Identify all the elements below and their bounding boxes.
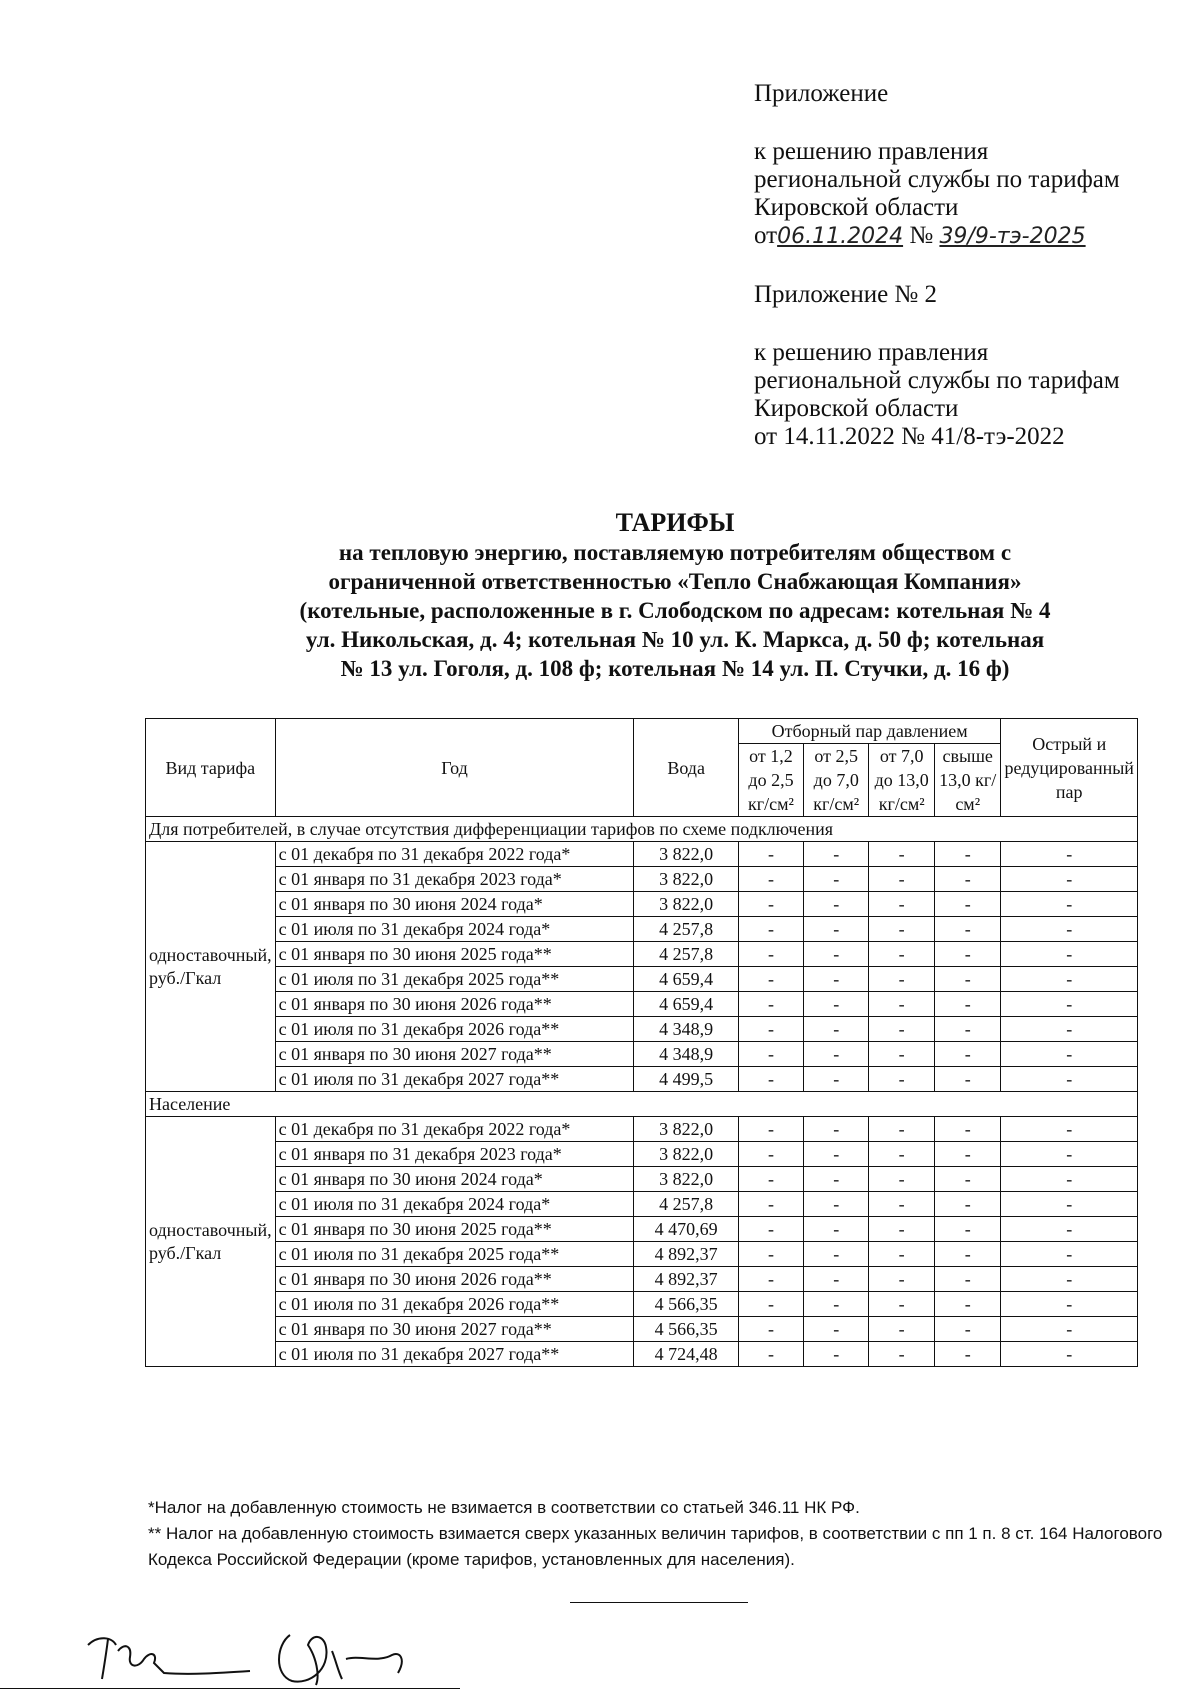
period-cell: с 01 июля по 31 декабря 2026 года** xyxy=(275,1292,634,1317)
table-row xyxy=(146,1142,1138,1167)
table-row xyxy=(146,1017,1138,1042)
steam-tariff-cell: - xyxy=(804,892,869,917)
header-year: Год xyxy=(275,719,634,817)
steam-tariff-cell: - xyxy=(1001,1242,1138,1267)
table-row xyxy=(146,917,1138,942)
water-tariff-cell: 3 822,0 xyxy=(634,892,738,917)
steam-tariff-cell: - xyxy=(934,917,1001,942)
table-row xyxy=(146,1242,1138,1267)
tariff-type-cell: одноставочный, руб./Гкал xyxy=(146,842,276,1092)
period-cell: с 01 января по 30 июня 2024 года* xyxy=(275,892,634,917)
steam-tariff-cell: - xyxy=(738,1317,803,1342)
footnote-1: *Налог на добавленную стоимость не взимается в соответствии со статьей 346.11 НК РФ. xyxy=(148,1498,860,1517)
footnote-2: ** Налог на добавленную стоимость взимается сверх указанных величин тарифов, в соответствии с пп 1 п. 8 ст. 164 Налогового Кодекса Российской Федерации (кроме тарифов, установленных для населения). xyxy=(148,1524,1163,1569)
steam-tariff-cell: - xyxy=(738,942,803,967)
table-row xyxy=(146,1292,1138,1317)
steam-tariff-cell: - xyxy=(869,842,935,867)
table-row xyxy=(146,1192,1138,1217)
steam-tariff-cell: - xyxy=(869,1342,935,1367)
table-row xyxy=(146,1267,1138,1292)
steam-tariff-cell: - xyxy=(738,1017,803,1042)
steam-tariff-cell: - xyxy=(804,917,869,942)
steam-tariff-cell: - xyxy=(804,1242,869,1267)
appendix-label: Приложение xyxy=(754,80,889,107)
section-body-2 xyxy=(146,1092,1138,1367)
header-steam-3: от 7,0 до 13,0 кг/см² xyxy=(869,744,935,817)
steam-tariff-cell: - xyxy=(869,1192,935,1217)
title-line-4: ул. Никольская, д. 4; котельная № 10 ул. К. Маркса, д. 50 ф; котельная xyxy=(305,627,1045,652)
steam-tariff-cell: - xyxy=(934,1067,1001,1092)
table-row xyxy=(146,1167,1138,1192)
steam-tariff-cell: - xyxy=(738,1142,803,1167)
steam-tariff-cell: - xyxy=(1001,1192,1138,1217)
steam-tariff-cell: - xyxy=(804,1217,869,1242)
steam-tariff-cell: - xyxy=(804,992,869,1017)
steam-tariff-cell: - xyxy=(869,992,935,1017)
header-tariff-type: Вид тарифа xyxy=(146,719,276,817)
water-tariff-cell: 4 566,35 xyxy=(634,1317,738,1342)
period-cell: с 01 июля по 31 декабря 2025 года** xyxy=(275,967,634,992)
steam-tariff-cell: - xyxy=(1001,1217,1138,1242)
from-label: от xyxy=(754,222,778,249)
steam-tariff-cell: - xyxy=(804,967,869,992)
steam-tariff-cell: - xyxy=(1001,1017,1138,1042)
water-tariff-cell: 3 822,0 xyxy=(634,867,738,892)
water-tariff-cell: 4 499,5 xyxy=(634,1067,738,1092)
steam-tariff-cell: - xyxy=(738,1267,803,1292)
steam-tariff-cell: - xyxy=(804,1067,869,1092)
steam-tariff-cell: - xyxy=(738,1067,803,1092)
table-row xyxy=(146,1067,1138,1092)
number-sign: № xyxy=(909,222,934,249)
steam-tariff-cell: - xyxy=(934,1167,1001,1192)
steam-tariff-cell: - xyxy=(804,842,869,867)
period-cell: с 01 июля по 31 декабря 2027 года** xyxy=(275,1342,634,1367)
reference-line: от 14.11.2022 № 41/8-тэ-2022 xyxy=(754,423,1065,450)
steam-tariff-cell: - xyxy=(804,1267,869,1292)
steam-tariff-cell: - xyxy=(804,942,869,967)
steam-tariff-cell: - xyxy=(869,1267,935,1292)
steam-tariff-cell: - xyxy=(934,992,1001,1017)
service-line-2: региональной службы по тарифам xyxy=(754,367,1120,394)
steam-tariff-cell: - xyxy=(738,1292,803,1317)
steam-tariff-cell: - xyxy=(934,1342,1001,1367)
steam-tariff-cell: - xyxy=(738,1117,803,1142)
title-line-5: № 13 ул. Гоголя, д. 108 ф; котельная № 14 ул. П. Стучки, д. 16 ф) xyxy=(340,656,1010,681)
table-row xyxy=(146,892,1138,917)
steam-tariff-cell: - xyxy=(934,967,1001,992)
divider-line xyxy=(570,1602,748,1603)
period-cell: с 01 января по 31 декабря 2023 года* xyxy=(275,867,634,892)
steam-tariff-cell: - xyxy=(869,1042,935,1067)
steam-tariff-cell: - xyxy=(869,1217,935,1242)
steam-tariff-cell: - xyxy=(934,1042,1001,1067)
steam-tariff-cell: - xyxy=(934,1317,1001,1342)
steam-tariff-cell: - xyxy=(934,1117,1001,1142)
steam-tariff-cell: - xyxy=(1001,867,1138,892)
appendix-2-label: Приложение № 2 xyxy=(754,281,938,308)
header-water: Вода xyxy=(634,719,738,817)
section-title-2: Население xyxy=(146,1092,1138,1117)
table-row xyxy=(146,1042,1138,1067)
steam-tariff-cell: - xyxy=(869,1242,935,1267)
table-row xyxy=(146,967,1138,992)
steam-tariff-cell: - xyxy=(869,917,935,942)
steam-tariff-cell: - xyxy=(738,1217,803,1242)
steam-tariff-cell: - xyxy=(804,1342,869,1367)
steam-tariff-cell: - xyxy=(869,1017,935,1042)
title-line-1: на тепловую энергию, поставляемую потребителям обществом с xyxy=(338,540,1012,565)
steam-tariff-cell: - xyxy=(934,1142,1001,1167)
steam-tariff-cell: - xyxy=(804,1117,869,1142)
steam-tariff-cell: - xyxy=(1001,842,1138,867)
period-cell: с 01 января по 30 июня 2024 года* xyxy=(275,1167,634,1192)
period-cell: с 01 июля по 31 декабря 2027 года** xyxy=(275,1067,634,1092)
steam-tariff-cell: - xyxy=(1001,892,1138,917)
steam-tariff-cell: - xyxy=(1001,1342,1138,1367)
steam-tariff-cell: - xyxy=(804,1192,869,1217)
steam-tariff-cell: - xyxy=(934,1192,1001,1217)
steam-tariff-cell: - xyxy=(869,967,935,992)
steam-tariff-cell: - xyxy=(738,892,803,917)
table-row xyxy=(146,1317,1138,1342)
water-tariff-cell: 4 257,8 xyxy=(634,942,738,967)
table-row xyxy=(146,942,1138,967)
water-tariff-cell: 4 892,37 xyxy=(634,1242,738,1267)
decision-line-2: к решению правления xyxy=(754,339,989,366)
title-line-3: (котельные, расположенные в г. Слободском по адресам: котельная № 4 xyxy=(299,598,1051,623)
water-tariff-cell: 3 822,0 xyxy=(634,1167,738,1192)
water-tariff-cell: 4 892,37 xyxy=(634,1267,738,1292)
steam-tariff-cell: - xyxy=(869,1117,935,1142)
period-cell: с 01 января по 31 декабря 2023 года* xyxy=(275,1142,634,1167)
steam-tariff-cell: - xyxy=(1001,1292,1138,1317)
water-tariff-cell: 4 659,4 xyxy=(634,992,738,1017)
steam-tariff-cell: - xyxy=(869,1067,935,1092)
steam-tariff-cell: - xyxy=(738,1167,803,1192)
period-cell: с 01 января по 30 июня 2025 года** xyxy=(275,942,634,967)
header-steam-2: от 2,5 до 7,0 кг/см² xyxy=(804,744,869,817)
section-body-1 xyxy=(146,817,1138,1092)
header-steam-1: от 1,2 до 2,5 кг/см² xyxy=(738,744,803,817)
water-tariff-cell: 4 566,35 xyxy=(634,1292,738,1317)
table-row xyxy=(146,992,1138,1017)
steam-tariff-cell: - xyxy=(869,942,935,967)
water-tariff-cell: 4 348,9 xyxy=(634,1017,738,1042)
table-row xyxy=(146,867,1138,892)
steam-tariff-cell: - xyxy=(738,1192,803,1217)
header-steam: Отборный пар давлением xyxy=(738,719,1001,744)
steam-tariff-cell: - xyxy=(934,1217,1001,1242)
steam-tariff-cell: - xyxy=(804,1042,869,1067)
steam-tariff-cell: - xyxy=(1001,1167,1138,1192)
steam-tariff-cell: - xyxy=(738,842,803,867)
steam-tariff-cell: - xyxy=(869,1292,935,1317)
signature-underline xyxy=(0,1688,460,1689)
steam-tariff-cell: - xyxy=(1001,1142,1138,1167)
title-main: ТАРИФЫ xyxy=(615,508,735,537)
appendix-header xyxy=(754,80,1194,451)
period-cell: с 01 июля по 31 декабря 2026 года** xyxy=(275,1017,634,1042)
steam-tariff-cell: - xyxy=(804,1142,869,1167)
steam-tariff-cell: - xyxy=(934,892,1001,917)
header-steam-4: свыше 13,0 кг/см² xyxy=(934,744,1001,817)
period-cell: с 01 января по 30 июня 2025 года** xyxy=(275,1217,634,1242)
section-title-1: Для потребителей, в случае отсутствия дифференциации тарифов по схеме подключения xyxy=(146,817,1138,842)
period-cell: с 01 января по 30 июня 2026 года** xyxy=(275,992,634,1017)
steam-tariff-cell: - xyxy=(869,1142,935,1167)
steam-tariff-cell: - xyxy=(738,1042,803,1067)
steam-tariff-cell: - xyxy=(1001,1267,1138,1292)
steam-tariff-cell: - xyxy=(869,892,935,917)
header-sharp-steam: Острый и редуцированный пар xyxy=(1001,719,1138,817)
steam-tariff-cell: - xyxy=(934,842,1001,867)
period-cell: с 01 декабря по 31 декабря 2022 года* xyxy=(275,842,634,867)
steam-tariff-cell: - xyxy=(1001,1117,1138,1142)
table-row xyxy=(146,1342,1138,1367)
handwritten-number: 39/9-тэ-2025 xyxy=(939,224,1086,249)
steam-tariff-cell: - xyxy=(934,1292,1001,1317)
signature-image xyxy=(80,1615,460,1690)
steam-tariff-cell: - xyxy=(738,992,803,1017)
region-line-2: Кировской области xyxy=(754,395,959,422)
steam-tariff-cell: - xyxy=(1001,917,1138,942)
steam-tariff-cell: - xyxy=(934,942,1001,967)
water-tariff-cell: 4 257,8 xyxy=(634,1192,738,1217)
water-tariff-cell: 3 822,0 xyxy=(634,1117,738,1142)
steam-tariff-cell: - xyxy=(1001,942,1138,967)
handwritten-date-line xyxy=(754,222,1194,251)
document-title xyxy=(180,508,1170,683)
title-line-2: ограниченной ответственностью «Тепло Снабжающая Компания» xyxy=(328,569,1022,594)
steam-tariff-cell: - xyxy=(1001,1042,1138,1067)
period-cell: с 01 января по 30 июня 2027 года** xyxy=(275,1317,634,1342)
water-tariff-cell: 4 659,4 xyxy=(634,967,738,992)
steam-tariff-cell: - xyxy=(738,1242,803,1267)
steam-tariff-cell: - xyxy=(934,867,1001,892)
steam-tariff-cell: - xyxy=(934,1242,1001,1267)
region-line: Кировской области xyxy=(754,194,959,221)
decision-line: к решению правления xyxy=(754,138,989,165)
water-tariff-cell: 3 822,0 xyxy=(634,1142,738,1167)
steam-tariff-cell: - xyxy=(804,867,869,892)
steam-tariff-cell: - xyxy=(934,1017,1001,1042)
steam-tariff-cell: - xyxy=(804,1017,869,1042)
steam-tariff-cell: - xyxy=(869,1167,935,1192)
steam-tariff-cell: - xyxy=(804,1292,869,1317)
steam-tariff-cell: - xyxy=(738,1342,803,1367)
steam-tariff-cell: - xyxy=(934,1267,1001,1292)
period-cell: с 01 июля по 31 декабря 2025 года** xyxy=(275,1242,634,1267)
handwritten-date: 06.11.2024 xyxy=(777,224,904,249)
table-row xyxy=(146,1117,1138,1142)
steam-tariff-cell: - xyxy=(738,967,803,992)
water-tariff-cell: 4 348,9 xyxy=(634,1042,738,1067)
steam-tariff-cell: - xyxy=(1001,1067,1138,1092)
steam-tariff-cell: - xyxy=(869,1317,935,1342)
steam-tariff-cell: - xyxy=(1001,1317,1138,1342)
water-tariff-cell: 4 724,48 xyxy=(634,1342,738,1367)
steam-tariff-cell: - xyxy=(869,867,935,892)
tariff-table xyxy=(145,718,1138,1367)
period-cell: с 01 декабря по 31 декабря 2022 года* xyxy=(275,1117,634,1142)
table-row xyxy=(146,1217,1138,1242)
steam-tariff-cell: - xyxy=(1001,967,1138,992)
service-line: региональной службы по тарифам xyxy=(754,166,1120,193)
steam-tariff-cell: - xyxy=(804,1167,869,1192)
water-tariff-cell: 4 257,8 xyxy=(634,917,738,942)
steam-tariff-cell: - xyxy=(804,1317,869,1342)
steam-tariff-cell: - xyxy=(738,917,803,942)
water-tariff-cell: 3 822,0 xyxy=(634,842,738,867)
period-cell: с 01 января по 30 июня 2026 года** xyxy=(275,1267,634,1292)
period-cell: с 01 июля по 31 декабря 2024 года* xyxy=(275,917,634,942)
table-row xyxy=(146,842,1138,867)
tariff-type-cell: одноставочный, руб./Гкал xyxy=(146,1117,276,1367)
period-cell: с 01 января по 30 июня 2027 года** xyxy=(275,1042,634,1067)
steam-tariff-cell: - xyxy=(1001,992,1138,1017)
footnotes xyxy=(148,1495,1188,1573)
steam-tariff-cell: - xyxy=(738,867,803,892)
period-cell: с 01 июля по 31 декабря 2024 года* xyxy=(275,1192,634,1217)
water-tariff-cell: 4 470,69 xyxy=(634,1217,738,1242)
